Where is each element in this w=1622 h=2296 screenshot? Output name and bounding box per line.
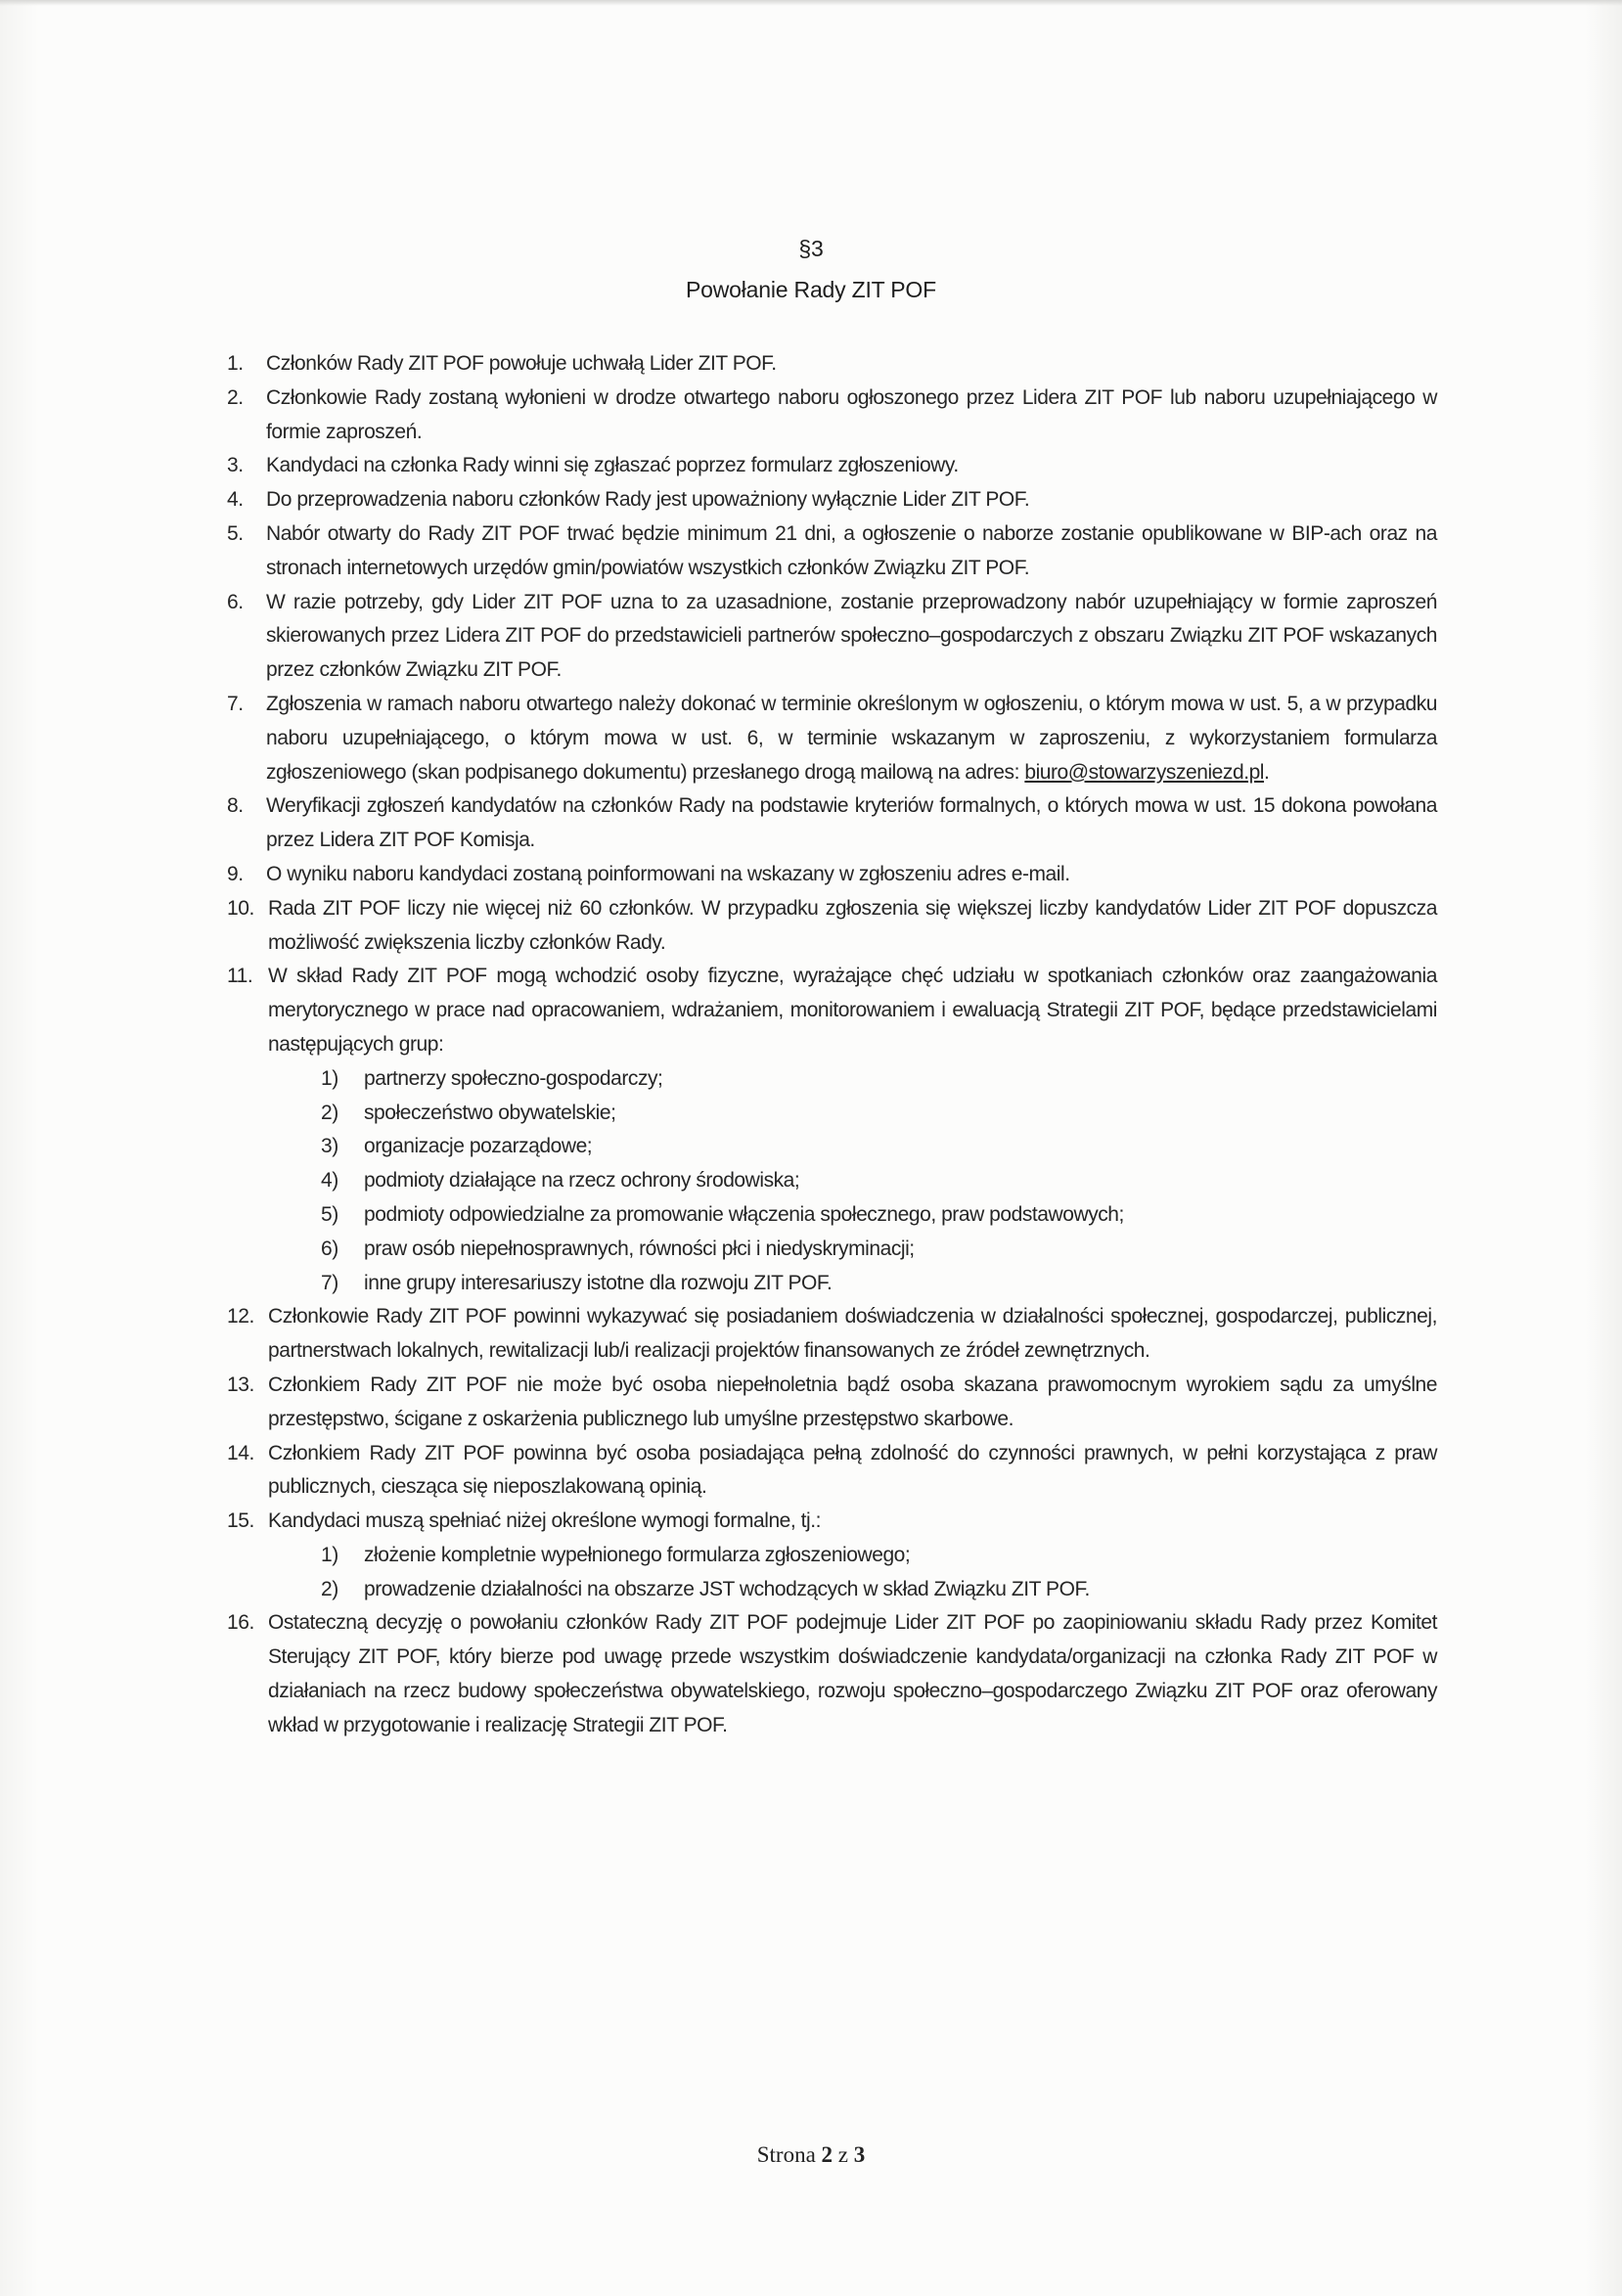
item-text: O wyniku naboru kandydaci zostaną poinformowani na wskazany w zgłoszeniu adres e-mail. bbox=[266, 862, 1070, 885]
list-item-13 bbox=[227, 1369, 1437, 1437]
email-link[interactable]: biuro@stowarzyszeniezd.pl bbox=[1024, 760, 1265, 784]
list-item-3 bbox=[227, 449, 1437, 483]
item-number: 14. bbox=[227, 1441, 254, 1464]
list-item-5 bbox=[227, 518, 1437, 586]
item-text: Kandydaci na członka Rady winni się zgłaszać poprzez formularz zgłoszeniowy. bbox=[266, 454, 959, 477]
item-number: 7. bbox=[227, 692, 244, 715]
footer-prefix: Strona bbox=[756, 2142, 822, 2167]
list-item-7 bbox=[227, 688, 1437, 789]
sub-item-text: inne grupy interesariuszy istotne dla rozwoju ZIT POF. bbox=[364, 1271, 833, 1294]
sub-item-number: 2) bbox=[321, 1101, 338, 1124]
list-item-15 bbox=[227, 1505, 1437, 1539]
section-number: §3 bbox=[798, 236, 824, 261]
list-item-14 bbox=[227, 1437, 1437, 1506]
section-title: Powołanie Rady ZIT POF bbox=[686, 277, 936, 302]
sub-item-11-2 bbox=[227, 1097, 1437, 1131]
sub-item-number: 5) bbox=[321, 1202, 338, 1226]
item-number: 4. bbox=[227, 488, 244, 512]
item-number: 9. bbox=[227, 862, 244, 885]
sub-item-text: prowadzenie działalności na obszarze JST wchodzących w skład Związku ZIT POF. bbox=[364, 1577, 1090, 1600]
current-page-number: 2 bbox=[821, 2142, 834, 2167]
item-text: Członków Rady ZIT POF powołuje uchwałą Lider ZIT POF. bbox=[266, 352, 777, 375]
list-item-6 bbox=[227, 586, 1437, 688]
footer-separator: z bbox=[833, 2142, 854, 2167]
sub-item-number: 1) bbox=[321, 1543, 338, 1566]
total-page-count: 3 bbox=[853, 2142, 866, 2167]
sub-item-text: praw osób niepełnosprawnych, równości płci i niedyskryminacji; bbox=[364, 1237, 915, 1260]
item-text: Członkowie Rady zostaną wyłonieni w drodze otwartego naboru ogłoszonego przez Lidera ZIT POF lub naboru uzupełniającego w formie zaproszeń. bbox=[266, 385, 1437, 443]
item-text: Członkowie Rady ZIT POF powinni wykazywać się posiadaniem doświadczenia w działalności społecznej, gospodarczej, publicznej, partnerstwach lokalnych, rewitalizacji lub/i realizacji projektów finansowanych ze źródeł zewnętrznych. bbox=[268, 1305, 1437, 1363]
list-item-11 bbox=[227, 960, 1437, 1061]
item-number: 1. bbox=[227, 352, 244, 375]
sub-item-text: podmioty działające na rzecz ochrony środowiska; bbox=[364, 1169, 800, 1193]
sub-item-number: 2) bbox=[321, 1577, 338, 1600]
sub-item-number: 4) bbox=[321, 1169, 338, 1193]
sub-item-number: 6) bbox=[321, 1237, 338, 1260]
sub-item-11-6 bbox=[227, 1233, 1437, 1267]
item-text: Weryfikacji zgłoszeń kandydatów na członków Rady na podstawie kryteriów formalnych, o których mowa w ust. 15 dokona powołana przez Lidera ZIT POF Komisja. bbox=[266, 794, 1437, 852]
sub-item-text: partnerzy społeczno-gospodarczy; bbox=[364, 1066, 663, 1090]
list-item-9 bbox=[227, 858, 1437, 892]
item-text: Rada ZIT POF liczy nie więcej niż 60 członków. W przypadku zgłoszenia się większej liczby kandydatów Lider ZIT POF dopuszcza możliwość zwiększenia liczby członków Rady. bbox=[268, 896, 1437, 954]
sub-item-number: 3) bbox=[321, 1135, 338, 1158]
numbered-list bbox=[227, 347, 1437, 1743]
sub-item-15-1 bbox=[227, 1539, 1437, 1573]
item-text: Nabór otwarty do Rady ZIT POF trwać będzie minimum 21 dni, a ogłoszenie o naborze zostanie opublikowane w BIP-ach oraz na stronach internetowych urzędów gmin/powiatów wszystkich członków Związku ZIT POF. bbox=[266, 521, 1437, 579]
list-item-12 bbox=[227, 1300, 1437, 1369]
item-number: 11. bbox=[227, 965, 253, 988]
item-number: 2. bbox=[227, 385, 244, 409]
sub-item-11-7 bbox=[227, 1267, 1437, 1301]
item-number: 12. bbox=[227, 1305, 254, 1328]
list-item-1 bbox=[227, 347, 1437, 382]
item-number: 5. bbox=[227, 521, 244, 545]
item-text: W skład Rady ZIT POF mogą wchodzić osoby fizyczne, wyrażające chęć udziału w spotkaniach członków oraz zaangażowania merytorycznego w prace nad opracowaniem, wdrażaniem, monitorowaniem i ewaluacją Strategii ZIT POF, będące przedstawicielami następujących grup: bbox=[268, 965, 1437, 1056]
list-item-10 bbox=[227, 892, 1437, 961]
sub-item-15-2 bbox=[227, 1573, 1437, 1607]
item-text: Członkiem Rady ZIT POF nie może być osoba niepełnoletnia bądź osoba skazana prawomocnym wyrokiem sądu za umyślne przestępstwo, ścigane z oskarżenia publicznego lub umyślne przestępstwo skarbowe. bbox=[268, 1373, 1437, 1430]
item-number: 8. bbox=[227, 794, 244, 818]
page-footer bbox=[0, 2142, 1622, 2168]
item-text: W razie potrzeby, gdy Lider ZIT POF uzna to za uzasadnione, zostanie przeprowadzony nabór uzupełniający w formie zaproszeń skierowanych przez Lidera ZIT POF do przedstawicieli partnerów społeczno–gospodarczych z obszaru Związku ZIT POF wskazanych przez członków Związku ZIT POF. bbox=[266, 590, 1437, 682]
list-item-2 bbox=[227, 382, 1437, 450]
list-item-16 bbox=[227, 1606, 1437, 1742]
item-number: 15. bbox=[227, 1509, 254, 1533]
sub-item-11-5 bbox=[227, 1198, 1437, 1233]
sub-item-11-4 bbox=[227, 1164, 1437, 1198]
item-text: Kandydaci muszą spełniać niżej określone wymogi formalne, tj.: bbox=[268, 1509, 822, 1533]
item-text: Ostateczną decyzję o powołaniu członków Rady ZIT POF podejmuje Lider ZIT POF po zaopiniowaniu składu Rady przez Komitet Sterujący ZIT POF, który bierze pod uwagę przede wszystkim doświadczenie kandydata/organizacji na członka Rady ZIT POF w działaniach na rzecz budowy społeczeństwa obywatelskiego, rozwoju społeczno–gospodarczego Związku ZIT POF oraz oferowany wkład w przygotowanie i realizację Strategii ZIT POF. bbox=[268, 1611, 1437, 1736]
item-text: Członkiem Rady ZIT POF powinna być osoba posiadająca pełną zdolność do czynności prawnych, w pełni korzystająca z praw publicznych, ciesząca się nieposzlakowaną opinią. bbox=[268, 1441, 1437, 1499]
item-text: Do przeprowadzenia naboru członków Rady jest upoważniony wyłącznie Lider ZIT POF. bbox=[266, 488, 1030, 512]
list-item-8 bbox=[227, 789, 1437, 858]
item-number: 10. bbox=[227, 896, 254, 920]
item-number: 3. bbox=[227, 454, 244, 477]
item-text: Zgłoszenia w ramach naboru otwartego należy dokonać w terminie określonym w ogłoszeniu, o którym mowa w ust. 5, a w przypadku naboru uzupełniającego, o którym mowa w ust. 6, w terminie wskazanym w zaproszeniu, z wykorzystaniem formularza zgłoszeniowego (skan podpisanego dokumentu) przesłanego drogą mailową na adres: bbox=[266, 692, 1437, 784]
sub-item-11-3 bbox=[227, 1130, 1437, 1164]
item-text-end: . bbox=[1264, 760, 1270, 784]
list-item-4 bbox=[227, 483, 1437, 518]
sub-item-text: złożenie kompletnie wypełnionego formularza zgłoszeniowego; bbox=[364, 1543, 911, 1566]
sub-item-text: społeczeństwo obywatelskie; bbox=[364, 1101, 616, 1124]
scan-edge bbox=[0, 0, 1622, 6]
sub-item-number: 7) bbox=[321, 1271, 338, 1294]
item-number: 16. bbox=[227, 1611, 254, 1635]
sub-item-text: podmioty odpowiedzialne za promowanie włączenia społecznego, praw podstawowych; bbox=[364, 1202, 1124, 1226]
item-number: 13. bbox=[227, 1373, 254, 1396]
sub-item-11-1 bbox=[227, 1062, 1437, 1097]
sub-item-number: 1) bbox=[321, 1066, 338, 1090]
item-number: 6. bbox=[227, 590, 244, 613]
sub-item-text: organizacje pozarządowe; bbox=[364, 1135, 593, 1158]
